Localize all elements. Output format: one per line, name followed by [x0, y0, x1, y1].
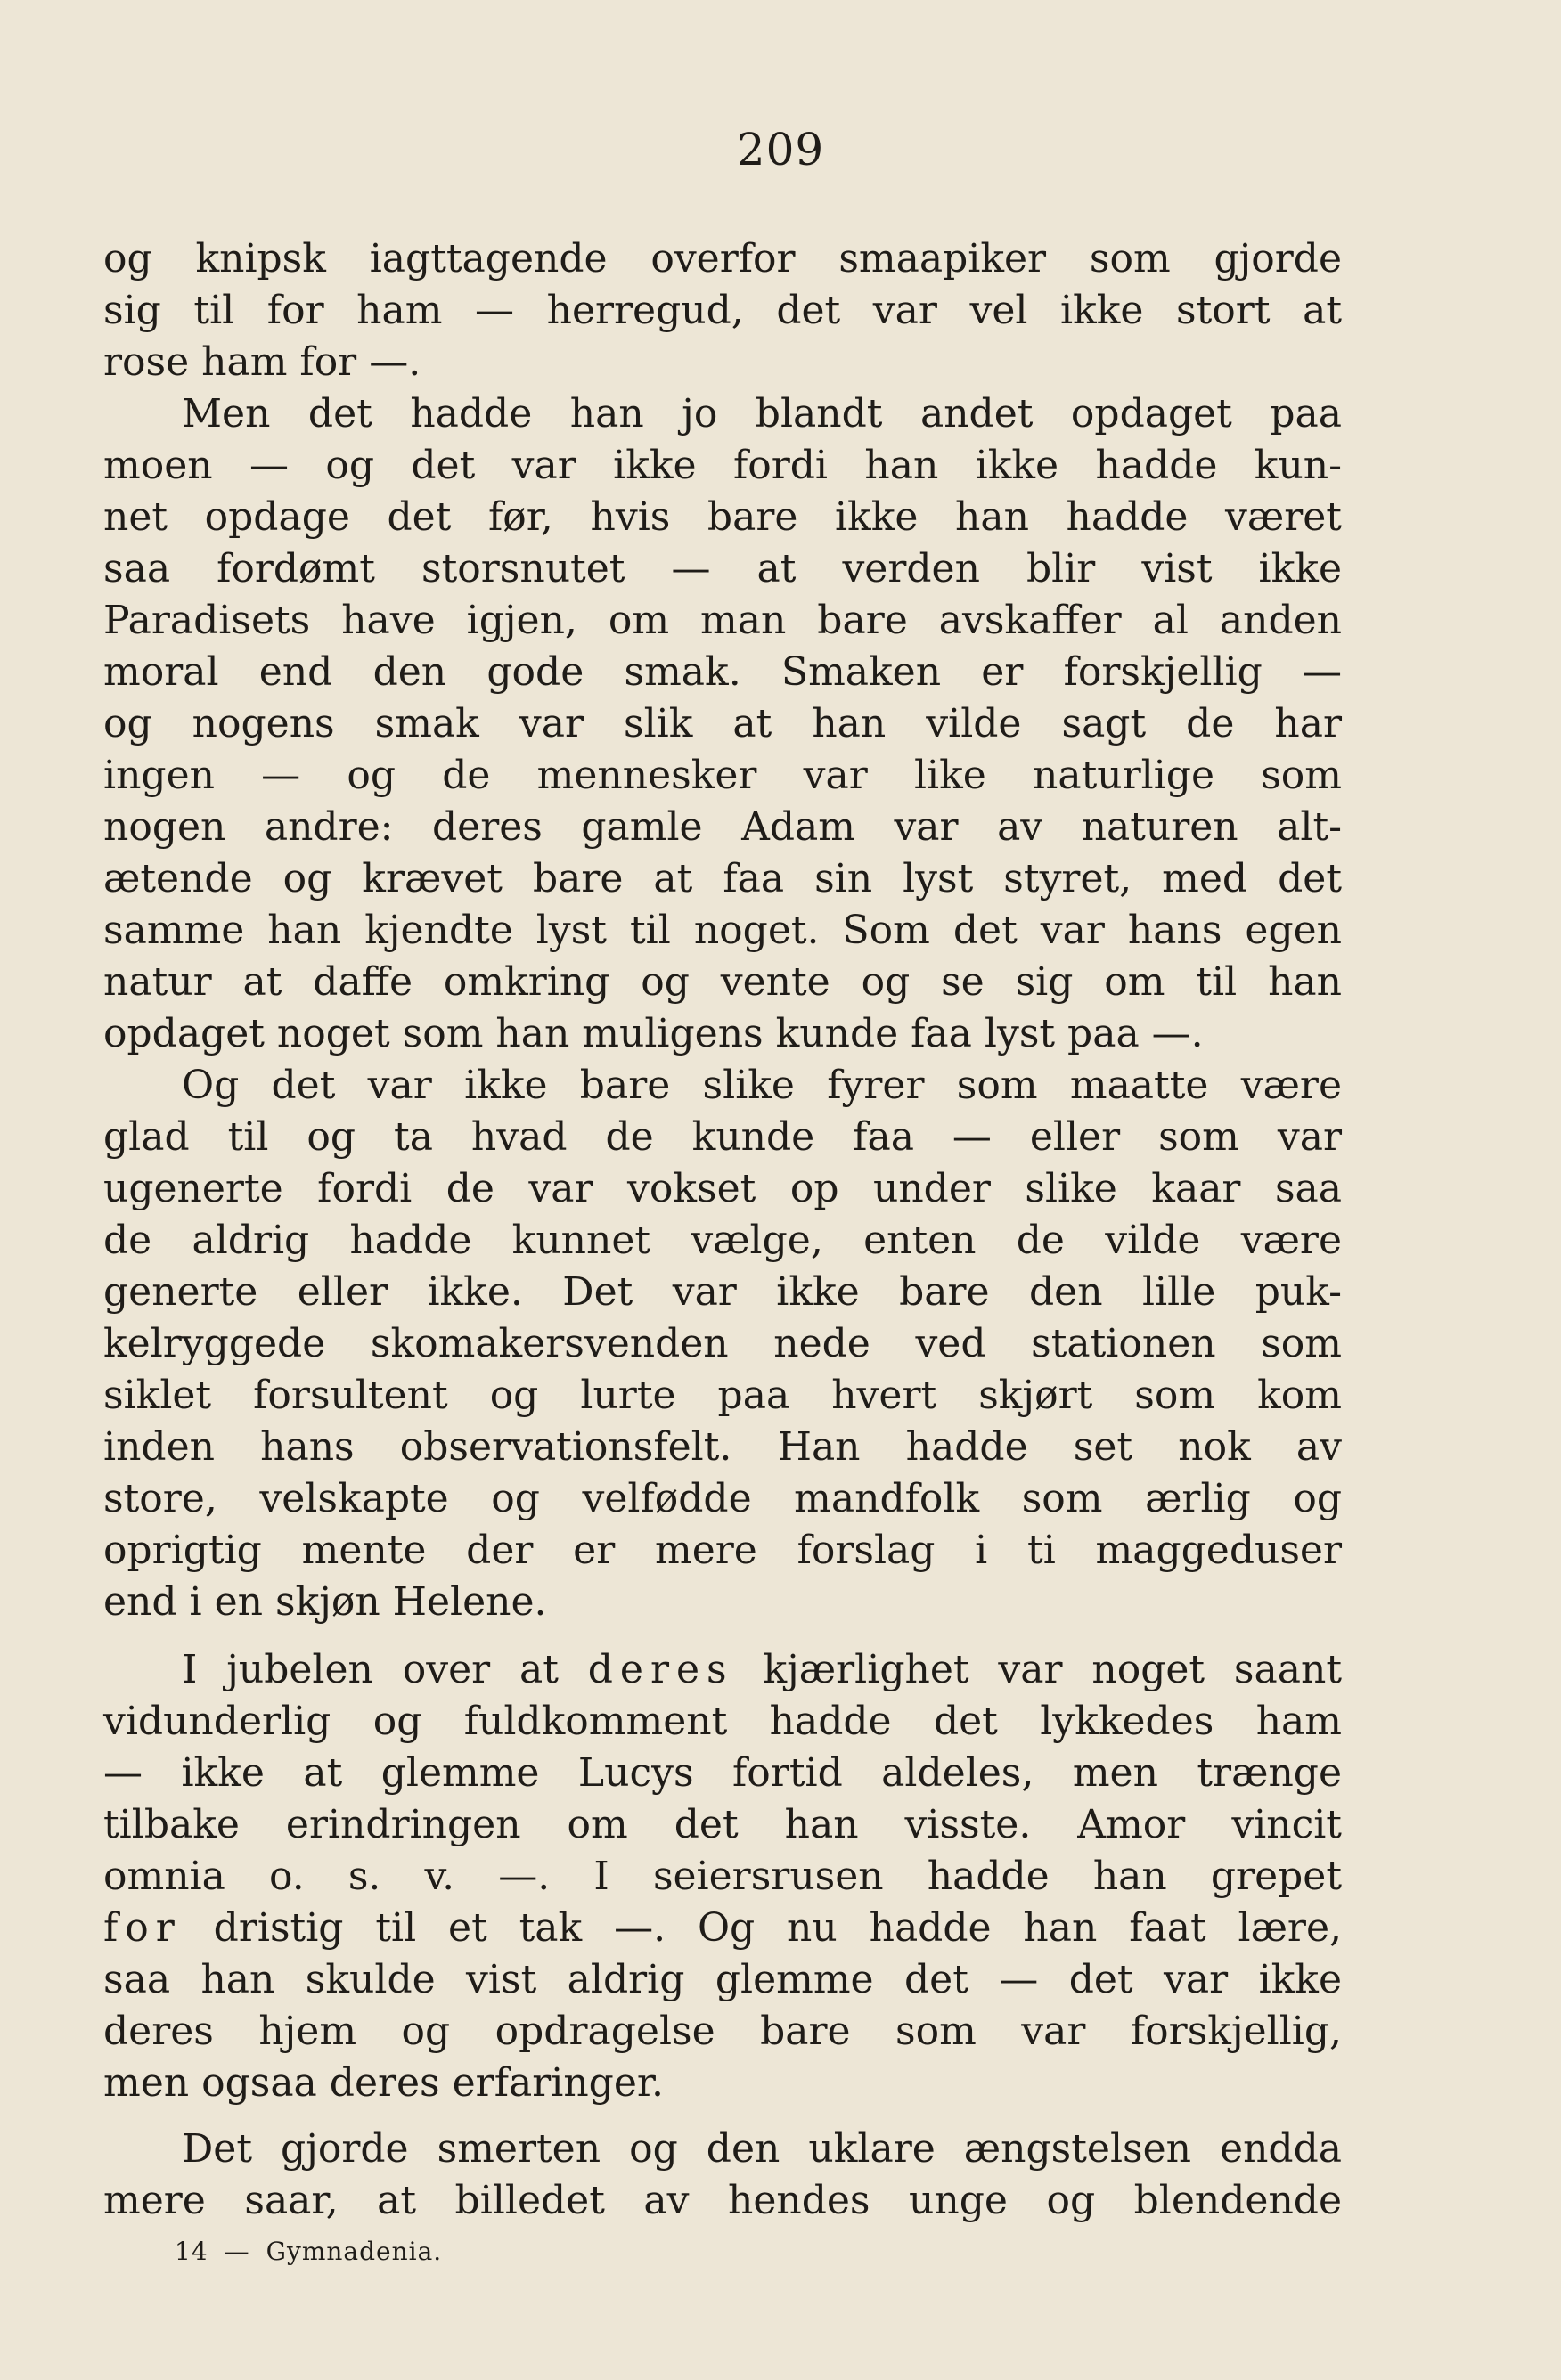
paragraph-start-line: [182, 1644, 1342, 1696]
text-line: samme han kjendte lyst til noget. Som det var hans egen: [103, 908, 1342, 953]
text-line: store, velskapte og velfødde mandfolk som ærlig og: [103, 1476, 1342, 1521]
text-line: moral end den gode smak. Smaken er forskjellig —: [103, 649, 1342, 695]
signature-footer: [175, 2234, 458, 2270]
page-number: 209: [736, 124, 825, 175]
text-line: og knipsk iagttagende overfor smaapiker som gjorde: [103, 236, 1342, 281]
text-line: de aldrig hadde kunnet vælge, enten de vilde være: [103, 1218, 1342, 1263]
text-line: ugenerte fordi de var vokset op under slike kaar saa: [103, 1166, 1342, 1211]
text-line: men ogsaa deres erfaringer.: [103, 2060, 665, 2106]
text-line: vidunderlig og fuldkomment hadde det lykkedes ham: [103, 1699, 1342, 1744]
paragraph-start-line: Men det hadde han jo blandt andet opdaget paa: [182, 391, 1342, 436]
text-line: Paradisets have igjen, om man bare avskaffer al anden: [103, 598, 1342, 643]
text-run: kjærlighet var noget saant: [733, 1647, 1342, 1692]
text-run: I jubelen over at: [182, 1647, 588, 1692]
text-line: moen — og det var ikke fordi han ikke hadde kun-: [103, 443, 1342, 488]
text-line: sig til for ham — herregud, det var vel ikke stort at: [103, 288, 1342, 333]
text-line: opdaget noget som han muligens kunde faa lyst paa —.: [103, 1011, 1204, 1056]
text-line: net opdage det før, hvis bare ikke han hadde været: [103, 494, 1342, 540]
text-line: — ikke at glemme Lucys fortid aldeles, men trænge: [103, 1750, 1342, 1796]
text-line: [103, 1903, 1342, 1954]
paragraph-start-line: Og det var ikke bare slike fyrer som maatte være: [182, 1063, 1342, 1108]
emphasized-word: deres: [587, 1647, 734, 1692]
text-run: dristig til et tak —. Og nu hadde han faat lære,: [181, 1905, 1342, 1951]
text-line: ingen — og de mennesker var like naturlige som: [103, 753, 1342, 798]
paragraph-start-line: Det gjorde smerten og den uklare ængstelsen endda: [182, 2126, 1342, 2172]
text-line: ætende og krævet bare at faa sin lyst styret, med det: [103, 856, 1342, 901]
text-line: deres hjem og opdragelse bare som var forskjellig,: [103, 2009, 1342, 2054]
text-line: rose ham for —.: [103, 339, 421, 385]
footer-dash: —: [224, 2237, 250, 2266]
text-line: tilbake erindringen om det han visste. Amor vincit: [103, 1802, 1342, 1847]
footer-title: Gymnadenia.: [266, 2237, 443, 2266]
text-line: generte eller ikke. Det var ikke bare den lille puk-: [103, 1269, 1342, 1315]
text-line: og nogens smak var slik at han vilde sagt de har: [103, 701, 1342, 746]
text-line: saa han skulde vist aldrig glemme det — det var ikke: [103, 1957, 1342, 2002]
text-line: kelryggede skomakersvenden nede ved stationen som: [103, 1321, 1342, 1366]
text-line: end i en skjøn Helene.: [103, 1579, 547, 1625]
text-line: inden hans observationsfelt. Han hadde set nok av: [103, 1424, 1342, 1470]
text-line: natur at daffe omkring og vente og se sig om til han: [103, 959, 1342, 1005]
text-line: nogen andre: deres gamle Adam var av naturen alt-: [103, 804, 1342, 850]
text-line: saa fordømt storsnutet — at verden blir vist ikke: [103, 546, 1342, 591]
signature-number: 14: [175, 2237, 208, 2266]
emphasized-word: for: [103, 1905, 182, 1951]
text-line: siklet forsultent og lurte paa hvert skjørt som kom: [103, 1373, 1342, 1418]
text-line: omnia o. s. v. —. I seiersrusen hadde han grepet: [103, 1854, 1342, 1899]
text-line: glad til og ta hvad de kunde faa — eller som var: [103, 1114, 1342, 1160]
text-line: mere saar, at billedet av hendes unge og blendende: [103, 2178, 1342, 2223]
text-line: oprigtig mente der er mere forslag i ti maggeduser: [103, 1528, 1342, 1573]
